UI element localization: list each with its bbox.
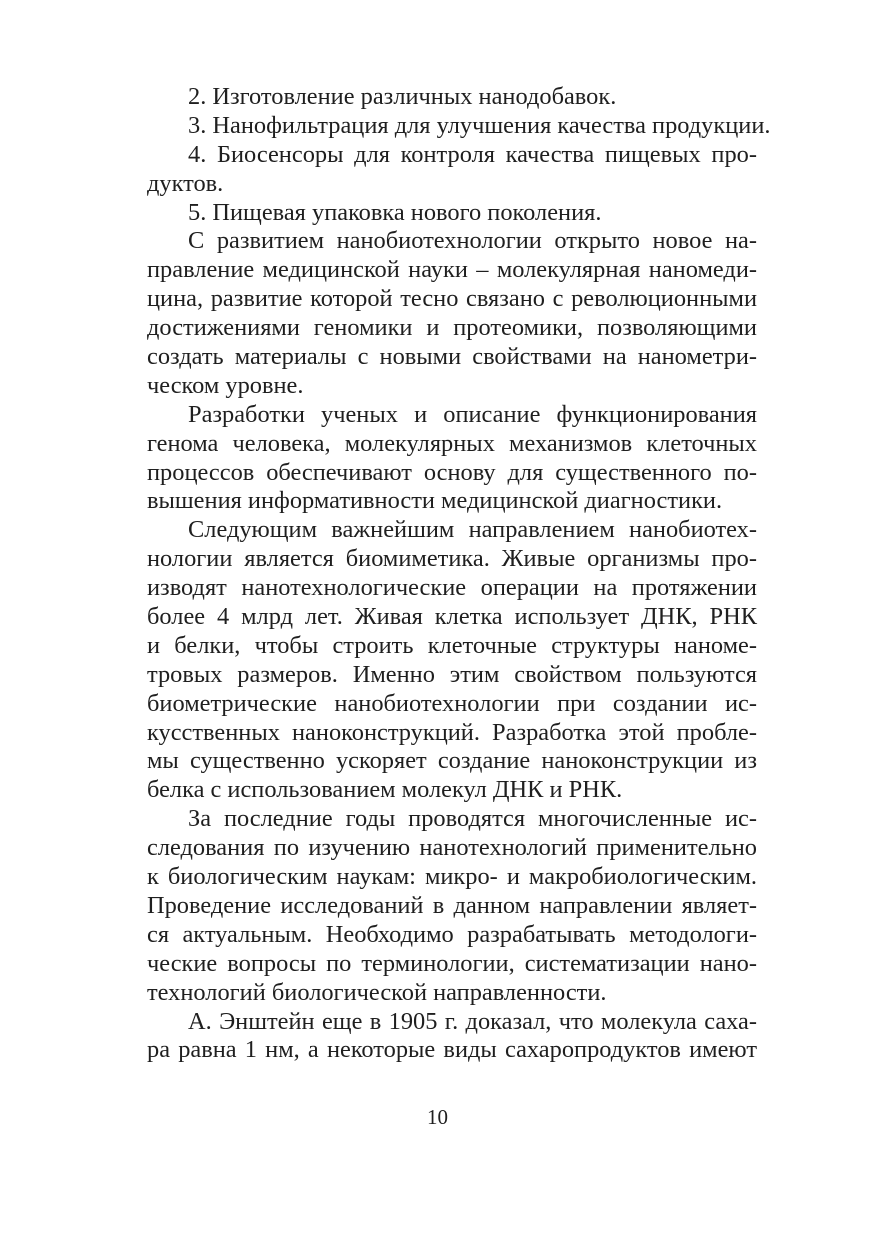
text-line: тровых размеров. Именно этим свойством пользуются xyxy=(147,660,757,688)
text-line: Разработки ученых и описание функционирования xyxy=(188,400,757,428)
paragraph xyxy=(147,805,757,1007)
text-line: белка с использованием молекул ДНК и РНК. xyxy=(147,776,623,804)
paragraph xyxy=(147,516,757,805)
text-line: биометрические нанобиотехнологии при создании ис- xyxy=(147,689,757,717)
text-line: Следующим важнейшим направлением нанобиотех- xyxy=(188,516,757,544)
page-body xyxy=(147,83,771,1065)
text-line: создать материалы с новыми свойствами на нанометри- xyxy=(147,343,757,371)
text-line: к биологическим наукам: микро- и макробиологическим. xyxy=(147,863,757,891)
text-line: За последние годы проводятся многочисленные ис- xyxy=(188,805,757,833)
text-line: процессов обеспечивают основу для существенного по- xyxy=(147,458,757,486)
text-line: и белки, чтобы строить клеточные структуры наноме- xyxy=(147,631,757,659)
text-line: С развитием нанобиотехнологии открыто новое на- xyxy=(188,227,757,255)
paragraph xyxy=(147,401,757,517)
paragraph xyxy=(147,1008,757,1066)
text-line: ра равна 1 нм, а некоторые виды сахаропродуктов имеют xyxy=(147,1036,757,1064)
text-line: следования по изучению нанотехнологий применительно xyxy=(147,834,757,862)
text-line: цина, развитие которой тесно связано с революционными xyxy=(147,285,757,313)
paragraph xyxy=(147,141,757,199)
text-line: изводят нанотехнологические операции на протяжении xyxy=(147,574,757,602)
page-number: 10 xyxy=(427,1105,448,1129)
text-line: технологий биологической направленности. xyxy=(147,978,607,1006)
text-line: мы существенно ускоряет создание наноконструкции из xyxy=(147,747,757,775)
text-line: 2. Изготовление различных нанодобавок. xyxy=(188,83,617,110)
text-line: вышения информативности медицинской диагностики. xyxy=(147,487,723,515)
text-line: 5. Пищевая упаковка нового поколения. xyxy=(188,198,602,226)
text-line: А. Энштейн еще в 1905 г. доказал, что молекула саха- xyxy=(188,1007,757,1035)
text-line: достижениями геномики и протеомики, позволяющими xyxy=(147,314,757,342)
text-line: Проведение исследований в данном направлении являет- xyxy=(147,891,757,919)
text-line: более 4 млрд лет. Живая клетка использует ДНК, РНК xyxy=(147,603,757,631)
text-line: правление медицинской науки – молекулярная наномеди- xyxy=(147,256,757,284)
text-line: дуктов. xyxy=(147,169,224,197)
text-line: кусственных наноконструкций. Разработка этой пробле- xyxy=(147,718,757,746)
text-line: 4. Биосенсоры для контроля качества пищевых про- xyxy=(188,140,757,168)
paragraph xyxy=(147,199,757,228)
text-line: ческом уровне. xyxy=(147,371,304,399)
text-line: генома человека, молекулярных механизмов клеточных xyxy=(147,429,757,457)
paragraph xyxy=(147,83,757,112)
text-line: нологии является биомиметика. Живые организмы про- xyxy=(147,545,757,573)
paragraph xyxy=(147,227,757,400)
text-line: 3. Нанофильтрация для улучшения качества продукции. xyxy=(188,111,771,139)
text-line: ческие вопросы по терминологии, систематизации нано- xyxy=(147,949,757,977)
text-line: ся актуальным. Необходимо разрабатывать методологи- xyxy=(147,920,757,948)
paragraph xyxy=(147,111,771,141)
